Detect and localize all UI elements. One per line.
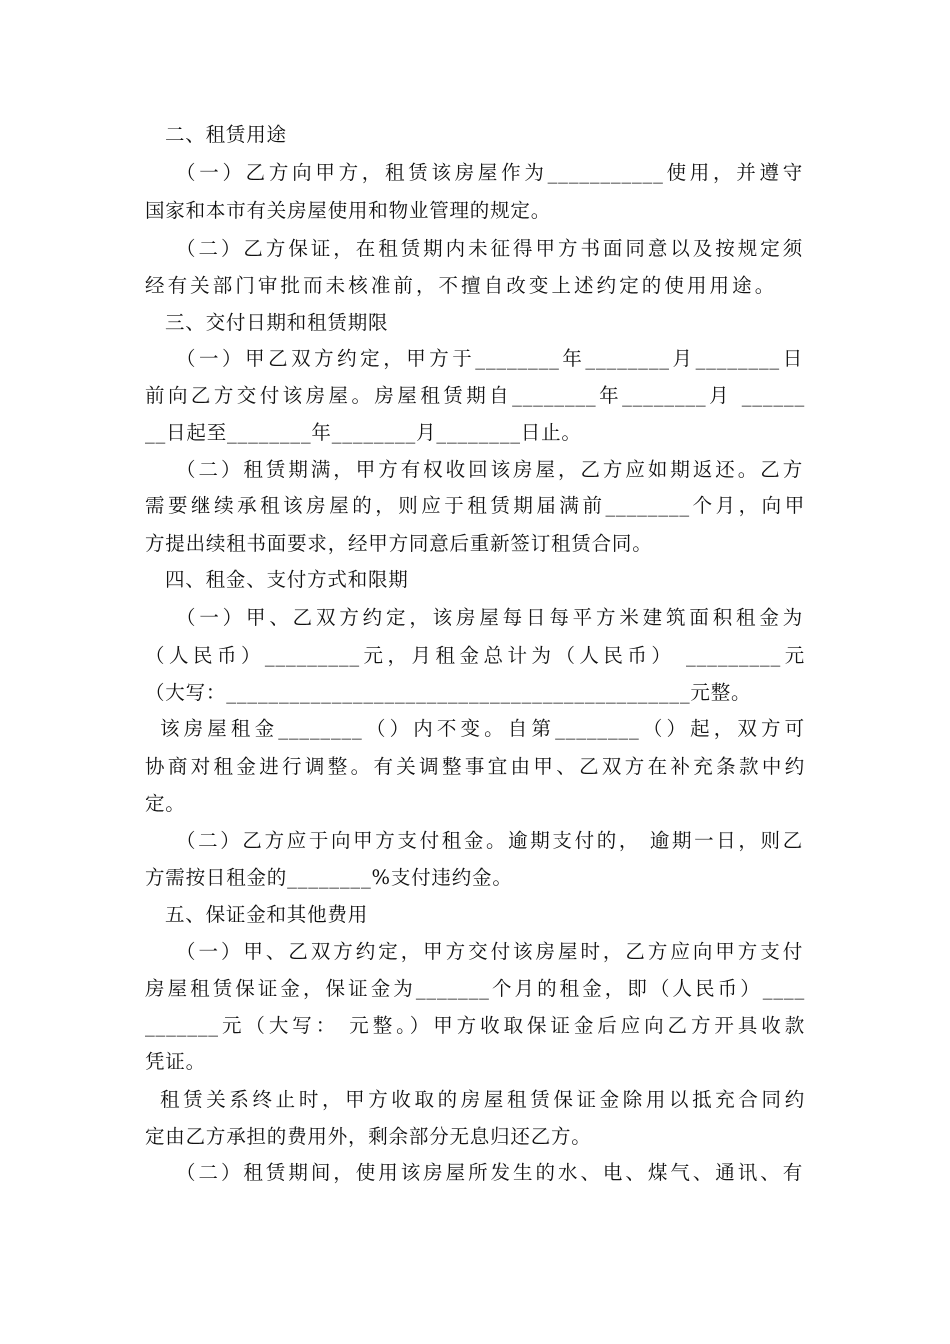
paragraph-line: 国家和本市有关房屋使用和物业管理的规定。 xyxy=(145,199,552,222)
paragraph-line: （大写：____________________________________________元整。 xyxy=(145,681,752,704)
paragraph-line: （二）租赁期满，甲方有权收回该房屋，乙方应如期返还。乙方 xyxy=(176,458,803,481)
paragraph-line: （二）乙方保证，在租赁期内未征得甲方书面同意以及按规定须 xyxy=(176,237,803,260)
paragraph-line: （二）租赁期间，使用该房屋所发生的水、电、煤气、通讯、有 xyxy=(176,1161,803,1184)
paragraph-line: 租赁关系终止时，甲方收取的房屋租赁保证金除用以抵充合同约 xyxy=(160,1088,805,1111)
paragraph-line: 协商对租金进行调整。有关调整事宜由甲、乙双方在补充条款中约 xyxy=(145,755,805,778)
section-heading: 三、交付日期和租赁期限 xyxy=(165,311,389,334)
paragraph-line: 房屋租赁保证金，保证金为_______个月的租金，即（人民币）____ xyxy=(145,977,805,1000)
paragraph-line: （一）乙方向甲方，租赁该房屋作为___________使用，并遵守 xyxy=(176,161,803,184)
paragraph-line: 经有关部门审批而未核准前，不擅自改变上述约定的使用用途。 xyxy=(145,274,775,297)
paragraph-line: 定由乙方承担的费用外，剩余部分无息归还乙方。 xyxy=(145,1125,592,1148)
paragraph-line: 凭证。 xyxy=(145,1050,206,1073)
paragraph-line: （二）乙方应于向甲方支付租金。逾期支付的， 逾期一日，则乙 xyxy=(176,829,803,852)
paragraph-line: 定。 xyxy=(145,792,186,815)
paragraph-line: 前向乙方交付该房屋。房屋租赁期自________年________月 ______ xyxy=(145,384,805,407)
section-heading: 五、保证金和其他费用 xyxy=(165,903,369,926)
section-heading: 二、租赁用途 xyxy=(165,123,287,146)
paragraph-line: _______元（大写： 元整。）甲方收取保证金后应向乙方开具收款 xyxy=(145,1014,805,1037)
paragraph-line: （一）甲乙双方约定，甲方于________年________月________日 xyxy=(176,347,803,370)
section-heading: 四、租金、支付方式和限期 xyxy=(165,568,409,591)
paragraph-line: 该房屋租金________（）内不变。自第________（）起，双方可 xyxy=(160,717,805,740)
paragraph-line: （人民币）_________元，月租金总计为（人民币） _________元 xyxy=(145,644,805,667)
paragraph-line: 需要继续承租该房屋的，则应于租赁期届满前________个月，向甲 xyxy=(145,494,805,517)
paragraph-line: __日起至________年________月________日止。 xyxy=(145,421,582,444)
paragraph-line: （一）甲、乙双方约定，甲方交付该房屋时，乙方应向甲方支付 xyxy=(176,940,803,963)
paragraph-line: 方需按日租金的________%支付违约金。 xyxy=(145,866,513,889)
paragraph-line: 方提出续租书面要求，经甲方同意后重新签订租赁合同。 xyxy=(145,532,653,555)
paragraph-line: （一）甲、乙双方约定，该房屋每日每平方米建筑面积租金为 xyxy=(176,606,803,629)
